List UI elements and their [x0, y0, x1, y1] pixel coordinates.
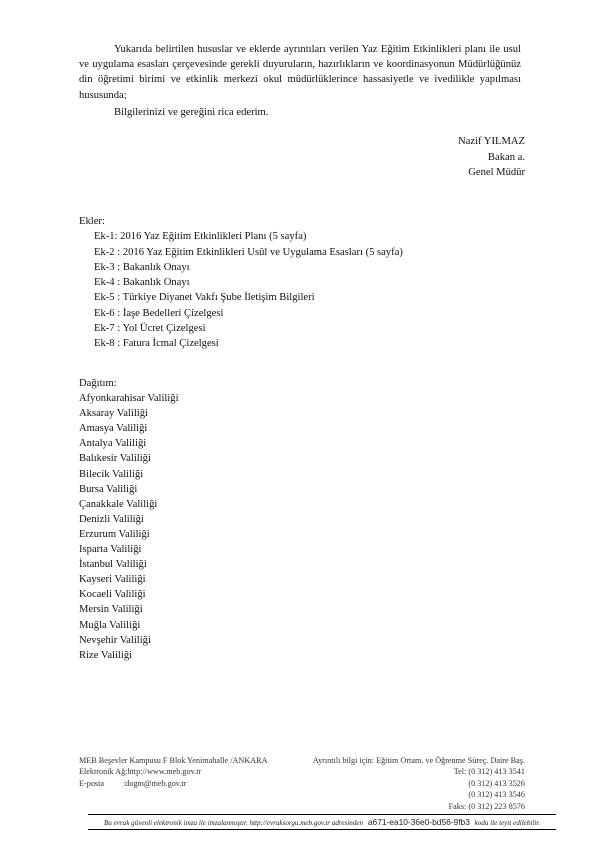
- distribution-item: Bilecik Valiliği: [79, 468, 144, 480]
- distribution-item: Bursa Valiliği: [79, 483, 138, 495]
- distribution-item: Balıkesir Valiliği: [79, 453, 151, 465]
- attachments-section: [79, 214, 403, 352]
- attachment-item: Ek-1: 2016 Yaz Eğitim Etkinlikleri Planı (5 sayfa): [94, 231, 307, 243]
- distribution-item: Nevşehir Valiliği: [79, 634, 151, 646]
- distribution-item: Denizli Valiliği: [79, 513, 144, 525]
- distribution-item: Mersin Valiliği: [79, 604, 143, 616]
- footer-phone-2: (0 312) 413 3526: [468, 778, 525, 788]
- footer-web-label: Elektronik Ağ:: [79, 767, 128, 777]
- attachment-item: Ek-4 : Bakanlık Onayı: [94, 277, 190, 289]
- distribution-item: Çanakkale Valiliği: [79, 498, 158, 510]
- verification-suffix: kodu ile teyit edilebilir.: [474, 819, 541, 827]
- distribution-section: [79, 376, 179, 663]
- distribution-item: Amasya Valiliği: [79, 423, 148, 435]
- distribution-list: [79, 391, 179, 663]
- distribution-item: İstanbul Valiliği: [79, 559, 147, 571]
- attachment-item: Ek-8 : Fatura İcmal Çizelgesi: [94, 338, 219, 350]
- distribution-item: Kocaeli Valiliği: [79, 589, 146, 601]
- distribution-item: Kayseri Valiliği: [79, 574, 146, 586]
- verification-code: a671-ea10-36e0-bd56-9fb3: [367, 817, 470, 827]
- footer-contact-info: Ayrıntılı bilgi için: Eğitim Ortam. ve Öğrenme Süreç. Daire Baş.: [312, 756, 525, 765]
- footer-web-link[interactable]: http://www.meb.gov.tr: [127, 767, 202, 777]
- signer-name: Nazif YILMAZ: [458, 136, 525, 147]
- letterhead-footer: [79, 755, 525, 812]
- closing-paragraph: Bilgilerinizi ve gereğini rica ederim.: [114, 106, 269, 118]
- distribution-heading: Dağıtım:: [79, 378, 117, 389]
- footer-email-label: E-posta: [79, 778, 105, 788]
- footer-email-link[interactable]: :dogm@meb.gov.tr: [123, 778, 187, 788]
- letter-body: [79, 42, 521, 120]
- attachment-item: Ek-7 : Yol Ücret Çizelgesi: [94, 323, 206, 335]
- distribution-item: Erzurum Valiliği: [79, 528, 150, 540]
- attachments-list: [79, 229, 403, 351]
- verification-text: Bu evrak güvenli elektronik imza ile imzalanmıştır. http://evraksorgu.meb.gov.tr adresinden: [103, 819, 364, 827]
- attachment-item: Ek-3 : Bakanlık Onayı: [94, 261, 190, 273]
- distribution-item: Isparta Valiliği: [79, 544, 142, 556]
- footer-phone: Tel: (0 312) 413 3541: [453, 767, 525, 777]
- attachment-item: Ek-5 : Türkiye Diyanet Vakfı Şube İletişim Bilgileri: [94, 292, 315, 304]
- distribution-item: Aksaray Valiliği: [79, 408, 148, 420]
- signature-block: [430, 134, 525, 181]
- attachment-item: Ek-6 : İaşe Bedelleri Çizelgesi: [94, 307, 224, 319]
- distribution-item: Antalya Valiliği: [79, 438, 147, 450]
- attachment-item: Ek-2 : 2016 Yaz Eğitim Etkinlikleri Usûl ve Uygulama Esasları (5 sayfa): [94, 246, 403, 258]
- footer-address: MEB Beşevler Kampusu F Blok Yenimahalle /ANKARA: [79, 756, 268, 765]
- signer-title: Genel Müdür: [468, 167, 525, 179]
- attachments-heading: Ekler:: [79, 216, 105, 227]
- distribution-item: Muğla Valiliği: [79, 619, 141, 631]
- e-signature-verification-bar: [88, 814, 556, 830]
- signer-authority: Bakan a.: [487, 151, 525, 163]
- body-paragraph: Yukarıda belirtilen hususlar ve eklerde ayrıntıları verilen Yaz Eğitim Etkinlikleri planı ile usul ve uygulama esasları çerçevesinde gerekli duyuruların, hazırlıkların ve koordinasyonun Müdürlüğünüz din öğretimi birimi ve etkinlik merkezi okul müdürlüklerince hassasiyetle ve ivedilikle yapılması hususunda;: [79, 44, 521, 101]
- footer-fax: Faks: (0 312) 223 8576: [448, 801, 525, 811]
- distribution-item: Afyonkarahisar Valiliği: [79, 393, 179, 405]
- distribution-item: Rize Valiliği: [79, 649, 133, 661]
- footer-phone-3: (0 312) 413 3546: [468, 790, 525, 800]
